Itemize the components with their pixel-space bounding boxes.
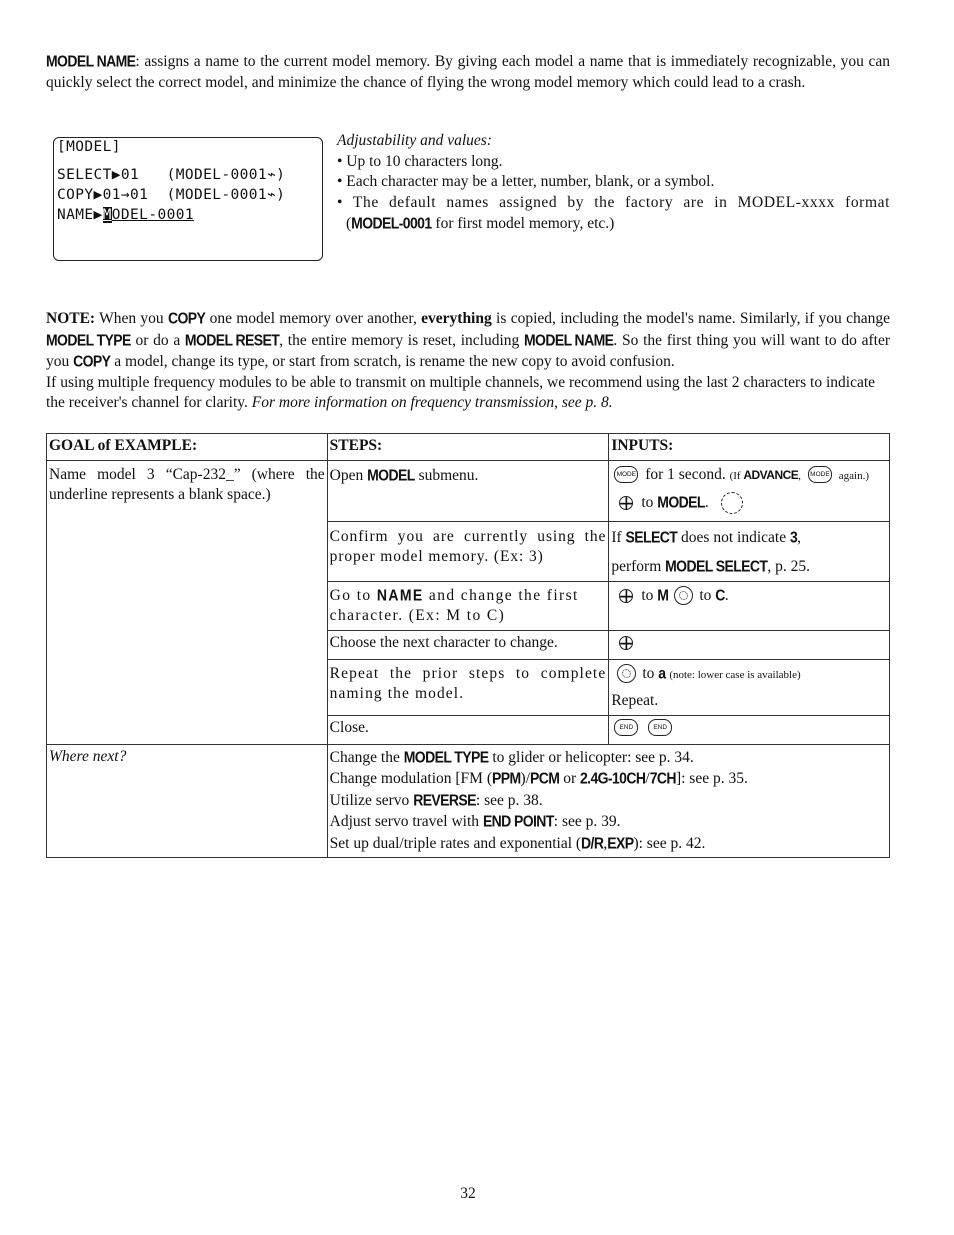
input-cell bbox=[609, 581, 890, 630]
letter-m-keyword: M bbox=[657, 585, 669, 604]
pcm-keyword: PCM bbox=[530, 769, 560, 787]
goal-cell: Name model 3 “Cap-232_” (where the underline represents a blank space.) bbox=[47, 460, 328, 744]
step-text: Open bbox=[329, 466, 368, 484]
step-cell: Confirm you are currently using the proper model memory. (Ex: 3) bbox=[327, 521, 609, 581]
battery-icon: ⌁) bbox=[267, 167, 286, 183]
next-line-3 bbox=[330, 790, 887, 812]
model-number-keyword: 3 bbox=[789, 527, 798, 546]
dial-icon bbox=[674, 586, 693, 605]
adjustability-heading: Adjustability and values: bbox=[337, 132, 492, 149]
input-text: to bbox=[641, 586, 658, 604]
note-text: , the entire memory is reset, including bbox=[279, 331, 524, 349]
reverse-keyword: REVERSE bbox=[413, 790, 476, 809]
end-button-icon: END bbox=[648, 719, 672, 736]
next-text: Set up dual/triple rates and exponential ( bbox=[329, 834, 582, 852]
lcd-line-select bbox=[57, 166, 285, 184]
adjust-bullet-3-text: • The default names assigned by the factory are in MODEL-xxxx format bbox=[337, 193, 890, 211]
table-row bbox=[47, 460, 890, 521]
intro-paragraph bbox=[46, 51, 890, 93]
select-keyword: SELECT bbox=[625, 527, 678, 546]
where-next-label-cell bbox=[47, 744, 328, 858]
next-line-2 bbox=[330, 768, 887, 790]
input-text: does not indicate bbox=[677, 528, 790, 546]
copy-keyword: COPY bbox=[73, 352, 111, 370]
everything-emphasis: everything bbox=[421, 310, 492, 327]
joystick-icon bbox=[617, 587, 635, 605]
note-text: . So the first thing you will want to do after you bbox=[46, 331, 890, 370]
note-text: one model memory over another, bbox=[205, 310, 422, 327]
dial-icon bbox=[617, 664, 636, 683]
intro-text: : assigns a name to the current model memory. By giving each model a name that is immediately recognizable, you can quickly select the correct model, and minimize the chance of flying the wrong model memory which could lead to a crash. bbox=[46, 53, 890, 91]
lcd-line-copy bbox=[57, 186, 285, 204]
battery-icon: ⌁) bbox=[267, 187, 286, 203]
input-text: . bbox=[724, 586, 729, 604]
note-label: NOTE: bbox=[46, 310, 96, 327]
adjust-bullet-3-cont bbox=[337, 213, 890, 235]
header-steps-text: STEPS: bbox=[329, 437, 383, 454]
note-text: When you bbox=[95, 310, 168, 327]
lcd-select-label: SELECT▶01 bbox=[57, 167, 140, 183]
lcd-line-title: [MODEL] bbox=[57, 139, 121, 155]
input-cell bbox=[609, 460, 890, 521]
dial-spin-icon bbox=[721, 492, 743, 514]
intro-keyword: MODEL NAME bbox=[46, 52, 136, 70]
header-inputs-text: INPUTS: bbox=[611, 437, 674, 454]
step-text: and change the first character. (Ex: M to C) bbox=[329, 586, 579, 624]
end-button-icon: END bbox=[614, 719, 638, 736]
input-text: for 1 second. bbox=[645, 465, 726, 483]
next-text: : see p. 38. bbox=[475, 791, 543, 809]
note-block bbox=[46, 308, 890, 414]
next-text: Change the bbox=[329, 748, 404, 766]
repeat-text: Repeat. bbox=[611, 692, 659, 709]
where-next-label: Where next? bbox=[49, 747, 127, 765]
input-text: to bbox=[699, 586, 716, 604]
copy-keyword: COPY bbox=[167, 309, 206, 327]
step-cell: Repeat the prior steps to complete naming the model. bbox=[327, 659, 609, 715]
mode-button-icon: MODE bbox=[614, 466, 638, 483]
lcd-copy-label: COPY▶01→01 bbox=[57, 187, 149, 203]
model-type-keyword: MODEL TYPE bbox=[46, 330, 131, 349]
next-line-4 bbox=[330, 811, 887, 833]
next-text: ]: see p. 35. bbox=[675, 770, 748, 787]
lcd-line-name bbox=[57, 206, 194, 224]
letter-a-keyword: a bbox=[658, 663, 666, 682]
step-text: Go to bbox=[329, 586, 377, 604]
step-cell: Close. bbox=[327, 715, 609, 744]
next-text: ): see p. 42. bbox=[633, 834, 706, 852]
input-text: perform bbox=[611, 558, 666, 575]
input-cell bbox=[609, 521, 890, 581]
next-line-5 bbox=[330, 833, 887, 855]
note-text: a model, change its type, or start from scratch, is rename the new copy to avoid confusion. bbox=[110, 353, 675, 370]
lcd-select-value: (MODEL-0001 bbox=[166, 167, 267, 183]
model-select-keyword: MODEL SELECT bbox=[665, 557, 768, 575]
letter-c-keyword: C bbox=[715, 585, 725, 604]
table-row-where-next bbox=[47, 744, 890, 858]
adjustability-block bbox=[337, 131, 890, 235]
note-text: is copied, including the model's name. Similarly, if you change bbox=[491, 310, 890, 327]
note-paragraph bbox=[46, 308, 890, 373]
step-text: submenu. bbox=[414, 466, 479, 484]
lcd-copy-value: (MODEL-0001 bbox=[166, 187, 268, 203]
lcd-name-cursor: M bbox=[102, 207, 112, 223]
input-cell bbox=[609, 715, 890, 744]
adjust-bullet-2: • Each character may be a letter, number, blank, or a symbol. bbox=[337, 173, 715, 190]
input-text: , bbox=[798, 469, 802, 482]
frequency-paragraph bbox=[46, 373, 890, 414]
next-text: Adjust servo travel with bbox=[329, 813, 483, 830]
input-text: again.) bbox=[838, 469, 870, 482]
lcd-screen bbox=[53, 137, 323, 261]
end-point-keyword: END POINT bbox=[482, 812, 554, 830]
mode-button-icon: MODE bbox=[808, 466, 832, 483]
model-keyword: MODEL bbox=[657, 493, 705, 511]
advance-keyword: ADVANCE bbox=[743, 467, 799, 482]
lowercase-note: (note: lower case is available) bbox=[669, 668, 801, 681]
joystick-icon bbox=[617, 494, 635, 512]
next-text: to glider or helicopter: see p. 34. bbox=[488, 748, 694, 766]
next-text: / bbox=[645, 770, 650, 787]
frequency-reference: For more information on frequency transmission, see p. 8. bbox=[251, 394, 613, 411]
table-header-row bbox=[47, 434, 890, 461]
joystick-icon bbox=[617, 634, 635, 652]
next-text: or bbox=[559, 770, 580, 787]
header-goal bbox=[47, 434, 328, 461]
page-number: 32 bbox=[460, 1185, 476, 1202]
input-text: If bbox=[611, 528, 626, 546]
lcd-name-label: NAME▶ bbox=[57, 207, 103, 223]
header-goal-text: GOAL of EXAMPLE: bbox=[49, 437, 198, 454]
input-text: , p. 25. bbox=[767, 558, 810, 575]
7ch-keyword: 7CH bbox=[649, 769, 676, 787]
model-reset-keyword: MODEL RESET bbox=[184, 330, 280, 349]
model-name-keyword: MODEL NAME bbox=[523, 330, 614, 349]
exp-keyword: EXP bbox=[607, 833, 634, 852]
step-cell bbox=[327, 460, 609, 521]
input-text: , bbox=[797, 528, 802, 546]
adjust-bullet-1: • Up to 10 characters long. bbox=[337, 152, 503, 170]
where-next-cell bbox=[327, 744, 889, 858]
24g-10ch-keyword: 2.4G-10CH bbox=[579, 769, 646, 787]
input-text: (If bbox=[729, 469, 744, 482]
step-cell: Choose the next character to change. bbox=[327, 630, 609, 659]
next-text: )/ bbox=[520, 770, 530, 787]
next-text: , bbox=[603, 834, 608, 852]
next-text: : see p. 39. bbox=[553, 813, 621, 830]
lcd-name-value: ODEL-0001 bbox=[111, 207, 194, 223]
header-inputs bbox=[609, 434, 890, 461]
input-text: to bbox=[642, 664, 659, 682]
header-steps bbox=[327, 434, 609, 461]
next-text: Utilize servo bbox=[329, 791, 414, 809]
step-cell bbox=[327, 581, 609, 630]
input-cell bbox=[609, 630, 890, 659]
ppm-keyword: PPM bbox=[491, 769, 521, 787]
dr-keyword: D/R bbox=[581, 833, 604, 852]
note-text: or do a bbox=[130, 331, 185, 349]
next-text: Change modulation [FM ( bbox=[329, 770, 492, 787]
model-type-keyword: MODEL TYPE bbox=[403, 747, 489, 766]
adjust-bullet-3 bbox=[337, 193, 890, 214]
next-line-1 bbox=[330, 747, 887, 769]
default-name-keyword: MODEL-0001 bbox=[351, 214, 432, 232]
input-cell bbox=[609, 659, 890, 715]
steps-table bbox=[46, 433, 890, 858]
adjust-bullet-3-rest: for first model memory, etc.) bbox=[431, 215, 615, 232]
model-keyword: MODEL bbox=[367, 465, 415, 484]
paren-open: ( bbox=[346, 215, 352, 232]
input-text: to bbox=[641, 494, 658, 511]
name-keyword: NAME bbox=[376, 585, 424, 604]
input-text: . bbox=[704, 494, 709, 511]
frequency-text: If using multiple frequency modules to be able to transmit on multiple channels, we recommend using the last 2 characters to indicate the receiver's channel for clarity. bbox=[46, 373, 876, 411]
